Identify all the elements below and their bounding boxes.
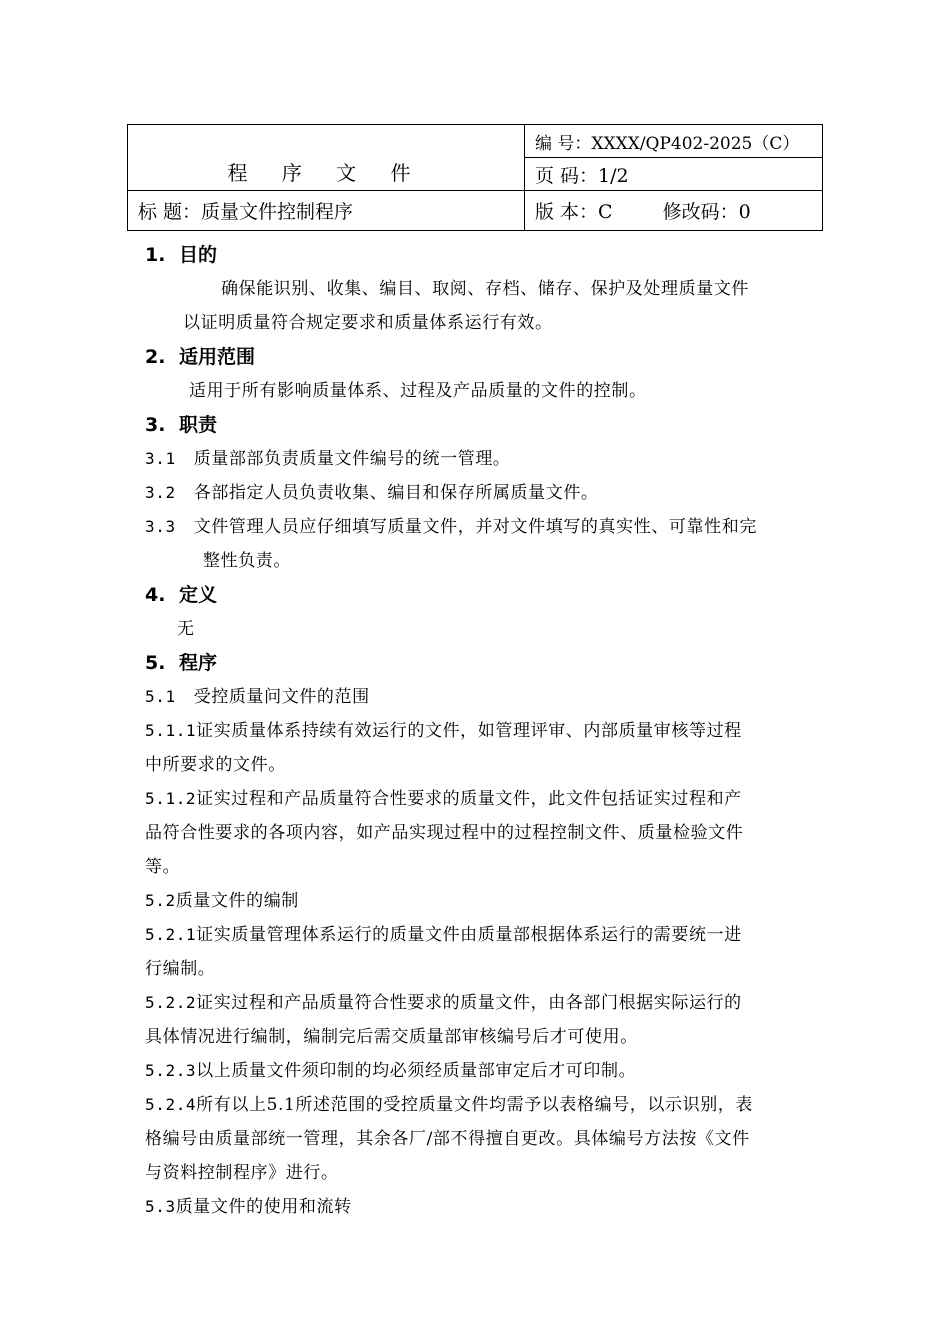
- purpose-line-2: 以证明质量符合规定要求和质量体系运行有效。: [183, 313, 553, 333]
- document-title: 标 题：质量文件控制程序: [128, 191, 525, 231]
- purpose-line-1: 确保能识别、收集、编目、取阅、存档、储存、保护及处理质量文件: [221, 279, 749, 299]
- procedure-item: 5.1.2证实过程和产品质量符合性要求的质量文件，此文件包括证实过程和产: [145, 789, 742, 809]
- procedure-item-continued: 具体情况进行编制，编制完后需交质量部审核编号后才可使用。: [145, 1027, 638, 1047]
- procedure-item-continued: 等。: [145, 857, 181, 877]
- procedure-item: 5.2.1证实质量管理体系运行的质量文件由质量部根据体系运行的需要统一进: [145, 925, 742, 945]
- procedure-item: 5.1.1证实质量体系持续有效运行的文件，如管理评审、内部质量审核等过程: [145, 721, 742, 741]
- scope-text: 适用于所有影响质量体系、过程及产品质量的文件的控制。: [189, 381, 647, 401]
- procedure-item: 5.2.2证实过程和产品质量符合性要求的质量文件，由各部门根据实际运行的: [145, 993, 742, 1013]
- document-code: 编 号：XXXX/QP402-2025（C）: [525, 125, 823, 158]
- section-heading-scope: 2. 适用范围: [145, 346, 256, 368]
- procedure-item-continued: 格编号由质量部统一管理，其余各厂/部不得擅自更改。具体编号方法按《文件: [145, 1129, 750, 1149]
- procedure-item-continued: 中所要求的文件。: [145, 755, 286, 775]
- procedure-item: 5.1 受控质量问文件的范围: [145, 687, 370, 707]
- section-heading-procedure: 5. 程序: [145, 652, 218, 674]
- responsibility-item: 3.2 各部指定人员负责收集、编目和保存所属质量文件。: [145, 483, 599, 503]
- procedure-item: 5.2.4所有以上5.1所述范围的受控质量文件均需予以表格编号，以示识别，表: [145, 1095, 754, 1115]
- procedure-item: 5.2质量文件的编制: [145, 891, 299, 911]
- section-heading-definition: 4. 定义: [145, 584, 218, 606]
- procedure-item: 5.3质量文件的使用和流转: [145, 1197, 352, 1217]
- document-type-label: 程 序 文 件: [128, 125, 525, 191]
- version-revision-cell: [525, 191, 823, 231]
- definition-text: 无: [177, 619, 195, 639]
- section-heading-responsibility: 3. 职责: [145, 414, 218, 436]
- section-heading-purpose: 1. 目的: [145, 244, 218, 266]
- procedure-item-continued: 行编制。: [145, 959, 216, 979]
- revision-label: 修改码：0: [662, 201, 751, 223]
- version-label: 版 本：C: [535, 201, 613, 223]
- document-body: [145, 238, 810, 1224]
- procedure-item-continued: 与资料控制程序》进行。: [145, 1163, 339, 1183]
- responsibility-item: 3.1 质量部部负责质量文件编号的统一管理。: [145, 449, 511, 469]
- procedure-item-continued: 品符合性要求的各项内容，如产品实现过程中的过程控制文件、质量检验文件: [145, 823, 744, 843]
- responsibility-item-continued: 整性负责。: [203, 551, 291, 571]
- page-number: 页 码：1/2: [525, 158, 823, 191]
- document-header-table: [127, 124, 823, 231]
- responsibility-item: 3.3 文件管理人员应仔细填写质量文件，并对文件填写的真实性、可靠性和完: [145, 517, 757, 537]
- procedure-item: 5.2.3以上质量文件须印制的均必须经质量部审定后才可印制。: [145, 1061, 637, 1081]
